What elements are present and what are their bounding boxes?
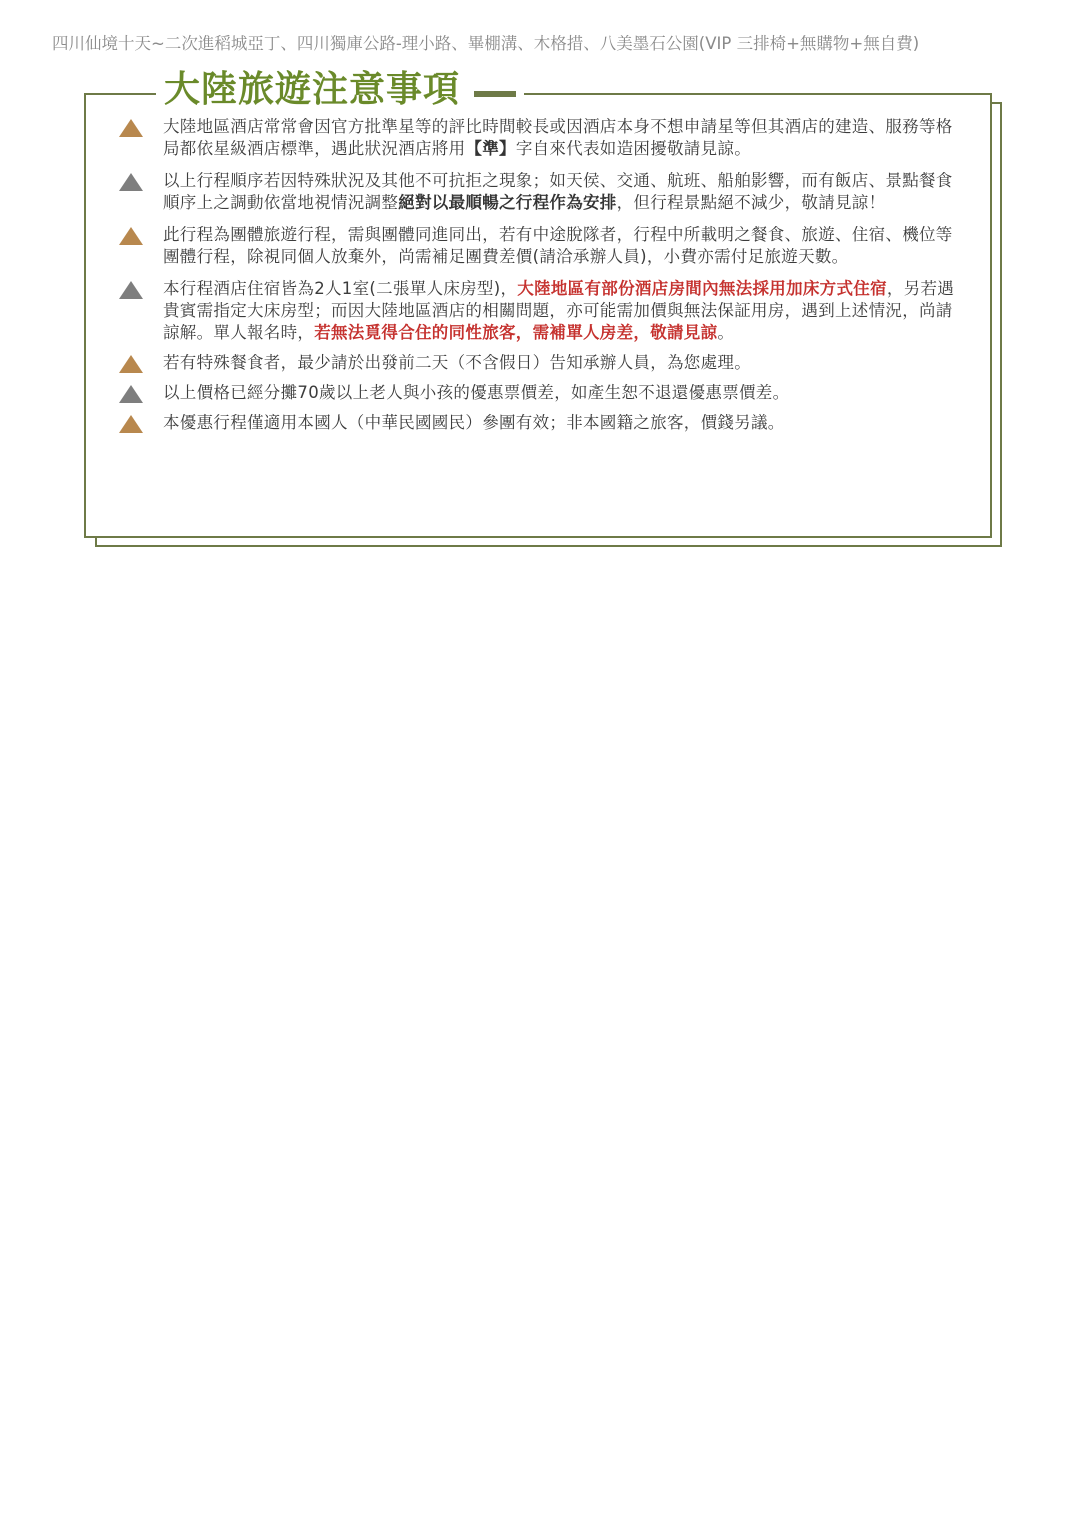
triangle-gray-icon [119,385,143,403]
triangle-brown-icon [119,355,143,373]
note-text: 此行程為團體旅遊行程，需與團體同進同出，若有中途脫隊者，行程中所載明之餐食、旅遊、住宿、機位等團體行程，除視同個人放棄外，尚需補足團費差價(請洽承辦人員)，小費亦需付足旅遊天數。 [163,225,953,266]
note-text: 本優惠行程僅適用本國人（中華民國國民）參團有效；非本國籍之旅客，價錢另議。 [163,413,785,432]
note-text: 以上價格已經分攤70歲以上老人與小孩的優惠票價差，如產生恕不退還優惠票價差。 [163,383,790,402]
note-emphasis: 絕對以最順暢之行程作為安排 [398,193,617,212]
section-title: 大陸旅遊注意事項 [164,69,461,110]
note-text: 字自來代表如造困擾敬請見諒。 [515,139,752,158]
list-item [118,116,968,160]
triangle-brown-icon [119,415,143,433]
note-text: 。 [717,323,735,342]
list-item [118,382,968,404]
title-underline-bar [474,91,516,97]
list-item [118,278,968,344]
triangle-gray-icon [119,173,143,191]
note-text: 本行程酒店住宿皆為2人1室(二張單人床房型)， [163,279,518,298]
section-title-wrap [156,62,524,118]
note-highlight: 若無法覓得合住的同性旅客，需補單人房差，敬請見諒 [314,323,718,342]
note-text: 大陸地區酒店常常會因官方批準星等的評比時間較長或因酒店本身不想申請星等但其酒店的建造、服務等格局都依星級酒店標準，遇此狀況酒店將用 [163,117,953,158]
notice-list [118,116,968,434]
list-item [118,170,968,214]
triangle-brown-icon [119,119,143,137]
note-emphasis: 【準】 [465,139,516,158]
list-item [118,352,968,374]
triangle-gray-icon [119,281,143,299]
note-text: 以上行程順序若因特殊狀況及其他不可抗拒之現象；如天侯、交通、航班、船舶影響，而有飯店、景點餐食順序上之調動依當地視情況調整 [163,171,953,212]
note-text: ，另若遇貴賓需指定大床房型；而因大陸地區酒店的相關問題，亦可能需加價與無法保証用房，遇到上述情況，尚請諒解。單人報名時， [163,279,955,342]
list-item [118,412,968,434]
triangle-brown-icon [119,227,143,245]
note-text: ，但行程景點絕不減少，敬請見諒！ [616,193,886,212]
note-text: 若有特殊餐食者，最少請於出發前二天（不含假日）告知承辦人員，為您處理。 [163,353,751,372]
note-highlight: 大陸地區有部份酒店房間內無法採用加床方式住宿 [517,279,887,298]
list-item [118,224,968,268]
page-header-title: 四川仙境十天~二次進稻城亞丁、四川獨庫公路-理小路、畢棚溝、木格措、八美墨石公園(VIP 三排椅+無購物+無自費) [52,34,920,53]
